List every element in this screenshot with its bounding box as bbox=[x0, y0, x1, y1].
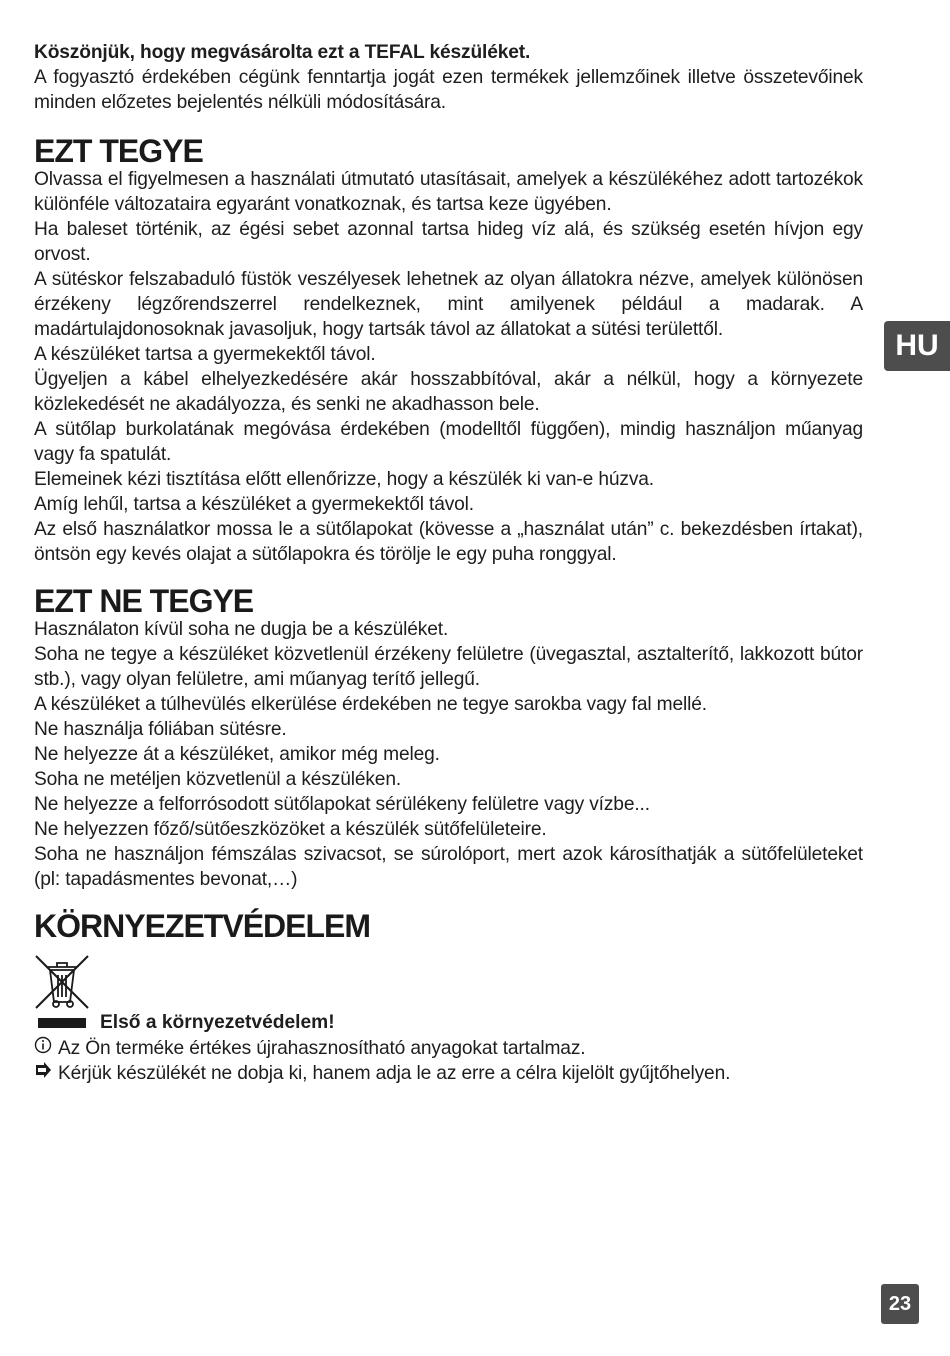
black-bar bbox=[38, 1018, 86, 1028]
dont-paragraph: Soha ne használjon fémszálas szivacsot, se súrolóport, mert azok károsíthatják a sütőfelületeket (pl: tapadásmentes bevonat,…) bbox=[34, 844, 863, 890]
info-icon bbox=[34, 1036, 58, 1061]
intro-text: A fogyasztó érdekében cégünk fenntartja jogát ezen termékek jellemzőinek illetve összetevőinek minden előzetes bejelentés nélküli módosítására. bbox=[34, 67, 863, 113]
do-paragraph: A sütőlap burkolatának megóvása érdekében (modelltől függően), mindig használjon műanyag vagy fa spatulát. bbox=[34, 419, 863, 465]
dont-paragraph: Soha ne tegye a készüléket közvetlenül érzékeny felületre (üvegasztal, asztalterítő, lakkozott bútor stb.), vagy olyan felületre, ami műanyag terítő jellegű. bbox=[34, 644, 863, 690]
env-heading: KÖRNYEZETVÉDELEM bbox=[34, 908, 371, 944]
env-title: Első a környezetvédelem! bbox=[100, 1012, 335, 1033]
dont-paragraph: Ne helyezze át a készüléket, amikor még meleg. bbox=[34, 744, 440, 765]
dont-paragraph: A készüléket a túlhevülés elkerülése érdekében ne tegye sarokba vagy fal mellé. bbox=[34, 694, 707, 715]
env-info-text: Az Ön terméke értékes újrahasznosítható anyagokat tartalmaz. bbox=[58, 1038, 586, 1059]
dont-heading: EZT NE TEGYE bbox=[34, 583, 254, 619]
do-paragraph: Ügyeljen a kábel elhelyezkedésére akár hosszabbítóval, akár a nélkül, hogy a környezete közlekedését ne akadályozza, és senki ne akadhasson bele. bbox=[34, 369, 863, 415]
page-content bbox=[34, 40, 863, 1086]
dont-paragraph: Soha ne metéljen közvetlenül a készüléken. bbox=[34, 769, 402, 790]
do-heading: EZT TEGYE bbox=[34, 133, 203, 169]
dont-paragraph: Ne helyezze a felforrósodott sütőlapokat sérülékeny felületre vagy vízbe... bbox=[34, 794, 650, 815]
do-paragraph: A készüléket tartsa a gyermekektől távol. bbox=[34, 344, 376, 365]
page-number: 23 bbox=[881, 1284, 919, 1324]
dont-paragraph: Ne helyezzen főző/sütőeszközöket a készülék sütőfelületeire. bbox=[34, 819, 547, 840]
dont-paragraph: Ne használja fóliában sütésre. bbox=[34, 719, 287, 740]
env-info-line bbox=[34, 1036, 863, 1061]
do-paragraph: Ha baleset történik, az égési sebet azonnal tartsa hideg víz alá, és szükség esetén hívjon egy orvost. bbox=[34, 219, 863, 265]
intro-title: Köszönjük, hogy megvásárolta ezt a TEFAL készüléket. bbox=[34, 42, 531, 63]
do-paragraph: Olvassa el figyelmesen a használati útmutató utasításait, amelyek a készülékéhez adott tartozékok különféle változataira egyaránt vonatkoznak, és tartsa keze ügyében. bbox=[34, 169, 863, 215]
language-tab: HU bbox=[884, 321, 950, 371]
env-action-text: Kérjük készülékét ne dobja ki, hanem adja le az erre a célra kijelölt gyűjtőhelyen. bbox=[58, 1063, 731, 1084]
do-paragraph: A sütéskor felszabaduló füstök veszélyesek lehetnek az olyan állatokra nézve, amelyek különösen érzékeny légzőrendszerrel rendelkeznek, mint amilyenek például a madarak. A madártulajdonosoknak javasoljuk, hogy tartsák távol az állatokat a sütési területtől. bbox=[34, 269, 863, 340]
env-title-row bbox=[34, 1010, 863, 1036]
dont-paragraph: Használaton kívül soha ne dugja be a készüléket. bbox=[34, 619, 449, 640]
do-paragraph: Az első használatkor mossa le a sütőlapokat (kövesse a „használat után” c. bekezdésben írtakat), öntsön egy kevés olajat a sütőlapokra és törölje le egy puha ronggyal. bbox=[34, 519, 863, 565]
crossed-out-bin-icon bbox=[34, 950, 863, 1010]
do-paragraph: Elemeinek kézi tisztítása előtt ellenőrizze, hogy a készülék ki van-e húzva. bbox=[34, 469, 654, 490]
env-action-line bbox=[34, 1061, 863, 1086]
arrow-right-icon bbox=[34, 1061, 58, 1086]
do-paragraph: Amíg lehűl, tartsa a készüléket a gyermekektől távol. bbox=[34, 494, 474, 515]
